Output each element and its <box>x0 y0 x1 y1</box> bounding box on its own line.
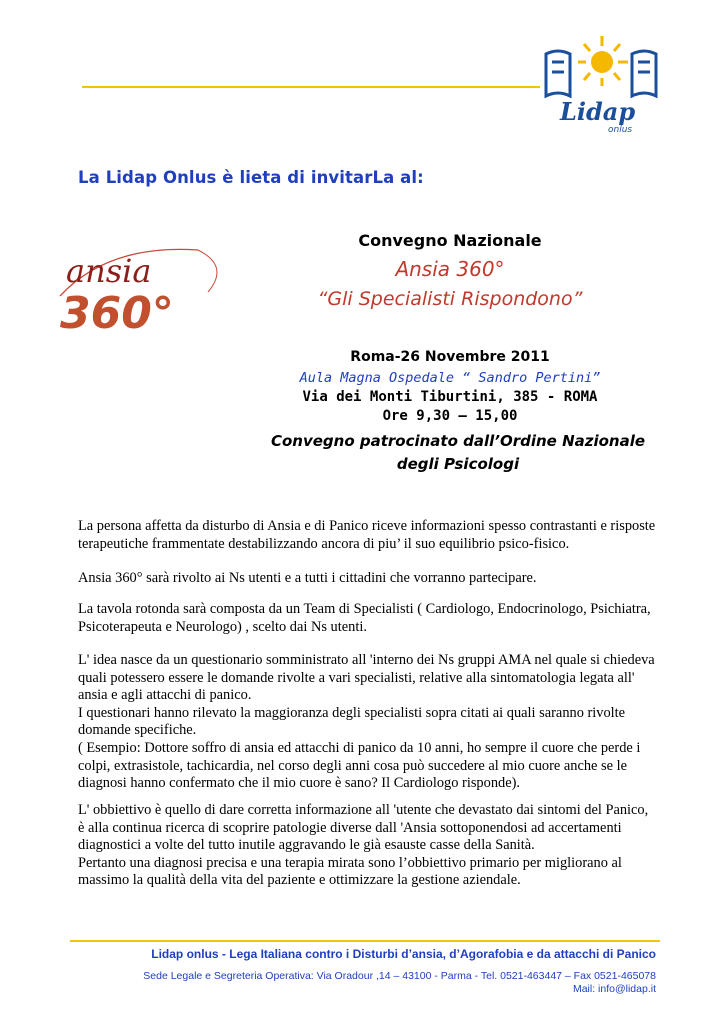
invite-line: La Lidap Onlus è lieta di invitarLa al: <box>78 168 424 187</box>
event-time: Ore 9,30 – 15,00 <box>382 408 518 424</box>
idea-line-1: L' idea nasce da un questionario somministrato all 'interno dei Ns gruppi AMA nel quale si chiedeva quali potessero essere le domande rivolte a vari specialisti, relative alla sintomatologia legata all' ansia e agli attacchi di panico. <box>78 652 655 704</box>
paragraph-idea <box>78 652 658 793</box>
objective-line-1: L' obbiettivo è quello di dare corretta informazione all 'utente che devastato dai sintomi del Panico, è alla continua ricerca di scoprire patologie diverse dall 'Ansia sottoponendosi ad accertamenti diagnostici a volte del tutto inutile aggravando le già esauste casse della Sanità. <box>78 802 649 854</box>
footer-divider <box>70 940 660 942</box>
footer-org: Lidap onlus - Lega Italiana contro i Disturbi d’ansia, d’Agorafobia e da attacchi di Panico <box>151 947 656 961</box>
paragraph-intro: La persona affetta da disturbo di Ansia e di Panico riceve informazioni spesso contrastanti e risposte terapeutiche frammentate destabilizzando ancora di piu’ il suo equilibrio psico-fisico. <box>78 518 656 552</box>
sun-icon <box>578 36 628 86</box>
logo-subtext: onlus <box>608 125 633 134</box>
idea-line-3: ( Esempio: Dottore soffro di ansia ed attacchi di panico da 10 anni, ho sempre il cuore che perde i colpi, extrasistole, tachicardia, nel corso degli anni cosa può succedere al mio cuore anche se le diagnosi hanno confermato che il mio cuore è sano? Il Cardiologo risponde). <box>78 739 641 792</box>
paragraph-audience: Ansia 360° sarà rivolto ai Ns utenti e a tutti i cittadini che vorranno partecipare. <box>78 570 537 586</box>
lidap-logo <box>538 24 664 134</box>
event-address: Via dei Monti Tiburtini, 385 - ROMA <box>302 389 598 405</box>
idea-line-2: I questionari hanno rilevato la maggioranza degli specialisti sopra citati ai quali saranno rivolte domande specifiche. <box>78 704 626 739</box>
event-subtitle: “Gli Specialisti Rispondono” <box>317 288 583 310</box>
paragraph-objective <box>78 802 658 890</box>
logo-word: ansia <box>66 252 152 290</box>
logo-number: 360° <box>60 288 174 336</box>
event-venue: Aula Magna Ospedale “ Sandro Pertini” <box>299 370 601 386</box>
ansia-360-logo <box>48 236 238 336</box>
paragraph-panel: La tavola rotonda sarà composta da un Team di Specialisti ( Cardiologo, Endocrinologo, Psichiatra, Psicoterapeuta e Neurologo) , scelto dai Ns utenti. <box>78 601 651 635</box>
objective-line-2: Pertanto una diagnosi precisa e una terapia mirata sono l’obbiettivo primario per migliorano al massimo la qualità della vita del paziente e ottimizzare la gestione aziendale. <box>78 854 622 889</box>
event-title: Ansia 360° <box>395 257 505 281</box>
event-date: Roma-26 Novembre 2011 <box>350 349 550 365</box>
event-patronage: Convegno patrocinato dall’Ordine Nazionale degli Psicologi <box>270 432 646 473</box>
footer-mail[interactable]: Mail: info@lidap.it <box>572 983 656 995</box>
footer-address: Sede Legale e Segreteria Operativa: Via Oradour ,14 – 43100 - Parma - Tel. 0521-463447 – Fax 0521-465078 <box>143 970 656 982</box>
logo-arc-2 <box>198 250 217 292</box>
event-type: Convegno Nazionale <box>358 231 542 250</box>
logo-text: Lidap <box>560 97 636 126</box>
top-divider <box>82 86 540 88</box>
